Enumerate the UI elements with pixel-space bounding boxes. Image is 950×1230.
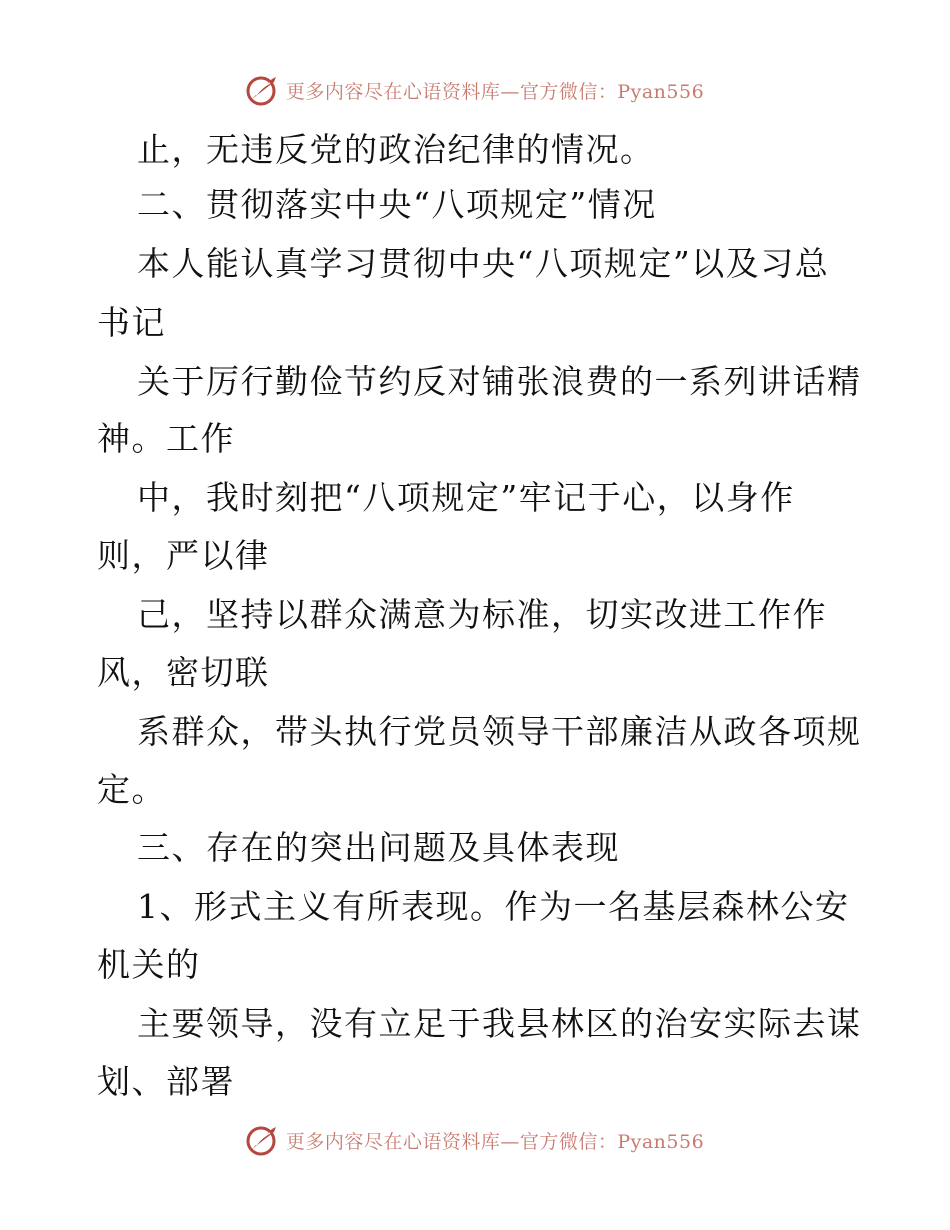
text-line: 止，无违反党的政治纪律的情况。 xyxy=(137,130,655,169)
text-line: 系群众，带头执行党员领导干部廉洁从政各项规 xyxy=(137,712,862,751)
footer-watermark xyxy=(0,1120,950,1160)
text-line: 1、形式主义有所表现。作为一名基层森林公安 xyxy=(137,887,850,926)
section-heading: 二、贯彻落实中央“八项规定”情况 xyxy=(137,185,657,224)
text-line: 划、部署 xyxy=(97,1062,235,1101)
section-heading: 三、存在的突出问题及具体表现 xyxy=(137,828,620,867)
watermark-text: 更多内容尽在心语资料库—官方微信：Pyan556 xyxy=(285,1130,705,1153)
text-line: 己，坚持以群众满意为标准，切实改进工作作 xyxy=(137,595,827,634)
text-line: 神。工作 xyxy=(97,419,235,458)
header-watermark xyxy=(0,70,950,110)
text-line: 定。 xyxy=(97,770,166,809)
quill-logo-icon xyxy=(246,73,280,107)
text-line: 中，我时刻把“八项规定”牢记于心，以身作 xyxy=(137,478,795,517)
text-line: 主要领导，没有立足于我县林区的治安实际去谋 xyxy=(137,1004,862,1043)
text-line: 书记 xyxy=(97,303,166,342)
text-line: 机关的 xyxy=(97,945,201,984)
quill-logo-icon xyxy=(246,1123,280,1157)
watermark-text: 更多内容尽在心语资料库—官方微信：Pyan556 xyxy=(285,80,705,103)
text-line: 风，密切联 xyxy=(97,653,270,692)
text-line: 本人能认真学习贯彻中央“八项规定”以及习总 xyxy=(137,244,830,283)
text-line: 则，严以律 xyxy=(97,536,270,575)
text-line: 关于厉行勤俭节约反对铺张浪费的一系列讲话精 xyxy=(137,362,862,401)
